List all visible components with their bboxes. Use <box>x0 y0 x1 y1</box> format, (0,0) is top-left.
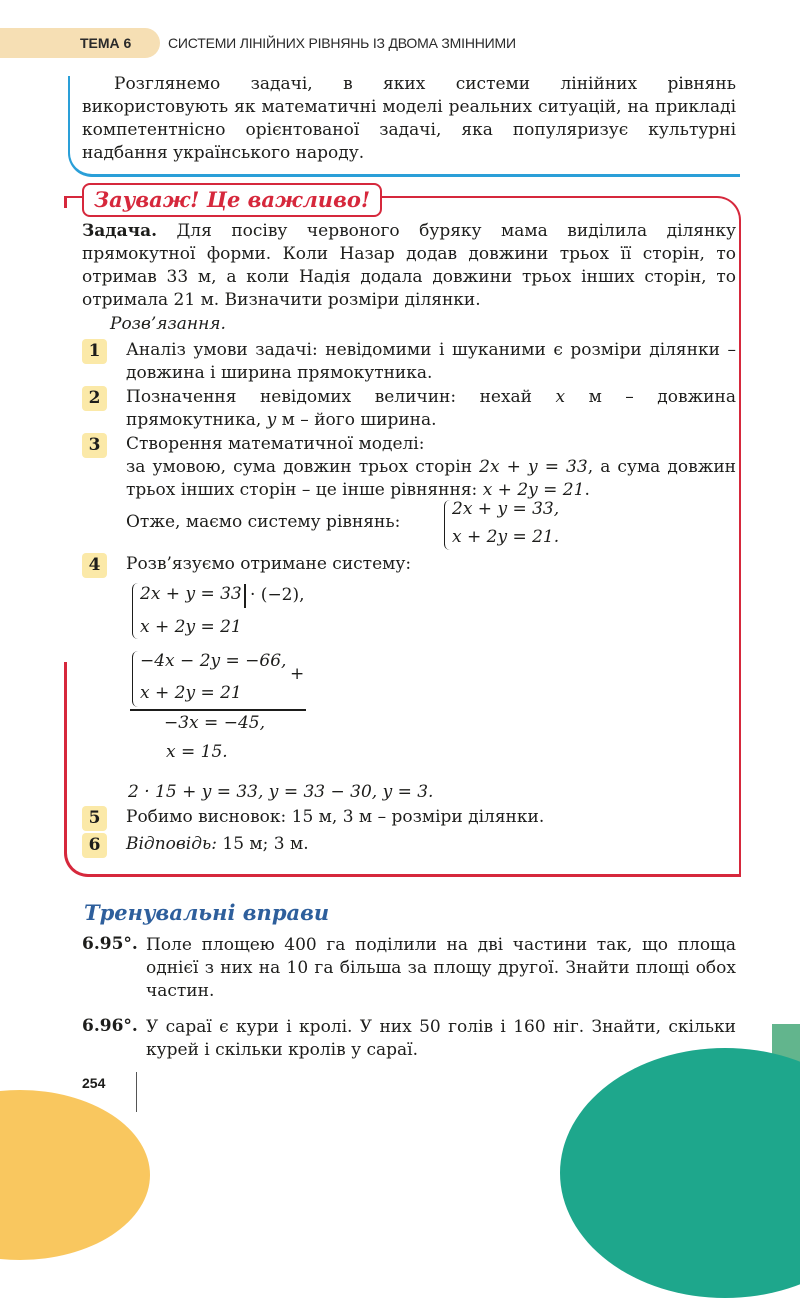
plus-sign: + <box>290 664 305 684</box>
multiplier-bar <box>244 584 246 608</box>
step-number: 4 <box>82 553 107 578</box>
step-2-part: Позначення невідомих величин: нехай <box>126 387 556 407</box>
step-2-text <box>126 386 736 432</box>
step-1-text: Аналіз умови задачі: невідомими і шуканими є розміри ділянки – довжина і ширина прямокутника. <box>126 340 736 383</box>
step-3-part: за умовою, сума довжин трьох сторін <box>126 457 480 477</box>
step-5-text: Робимо висновок: 15 м, 3 м – розміри ділянки. <box>126 807 545 827</box>
result-eq-2: x = 15. <box>166 742 228 762</box>
sum-line <box>130 709 306 711</box>
task-paragraph <box>82 220 736 312</box>
equation-2: x + 2y = 21 <box>482 480 585 500</box>
exercise-text: У сараї є кури і кролі. У них 50 голів і 160 ніг. Знайти, скільки курей і скільки кролів у сараї. <box>146 1017 736 1060</box>
frame-gap <box>60 208 69 662</box>
step-2-part: м – довжина прямокутника, <box>126 387 736 430</box>
step-4-text: Розв’язуємо отримане систему: <box>126 554 412 574</box>
solution-label: Розв’язання. <box>110 314 226 334</box>
decor-green-shape <box>560 1048 800 1298</box>
step-number: 3 <box>82 433 107 458</box>
multiplier: · (−2), <box>250 585 305 605</box>
step-number: 5 <box>82 806 107 831</box>
step-3-part: . <box>584 480 590 500</box>
variable-y: y <box>266 410 277 430</box>
exercise-text: Поле площею 400 га поділили на дві частини так, що площа однієї з них на 10 га більша за площу другої. Знайти площі обох частин. <box>146 935 736 1001</box>
equation-1: 2x + y = 33 <box>479 457 588 477</box>
decor-orange-shape <box>0 1090 150 1260</box>
page-divider <box>136 1072 137 1112</box>
important-badge: Зауваж! Це важливо! <box>82 183 382 217</box>
step-3-text <box>126 433 736 502</box>
step-number: 6 <box>82 833 107 858</box>
exercise-number: 6.96°. <box>82 1016 138 1036</box>
step-number: 2 <box>82 386 107 411</box>
result-eq-1: −3x = −45, <box>164 713 265 733</box>
step-3-part: , а сума довжин трьох інших сторін – це інше рівняння: <box>126 457 736 500</box>
system-eq-2: x + 2y = 21. <box>452 527 560 547</box>
variable-x: x <box>555 387 566 407</box>
task-text: Для посіву червоного буряку мама виділила ділянку прямокутної форми. Коли Назар додав довжини трьох її сторін, то отримав 33 м, а коли Надія додала довжини трьох інших сторін, то отримала 21 м. Визначити розміри ділянки. <box>82 221 736 310</box>
substitution-line: 2 · 15 + y = 33, y = 33 − 30, y = 3. <box>128 782 434 802</box>
step-3-heading: Створення математичної моделі: <box>126 434 425 454</box>
task-label: Задача. <box>82 221 157 241</box>
chapter-title: СИСТЕМИ ЛІНІЙНИХ РІВНЯНЬ ІЗ ДВОМА ЗМІННИМИ <box>168 35 516 51</box>
system-b-eq-1: −4x − 2y = −66, <box>140 651 287 671</box>
system-eq-1: 2x + y = 33, <box>452 499 560 519</box>
answer-value: 15 м; 3 м. <box>216 834 309 854</box>
training-title: Тренувальні вправи <box>84 900 330 925</box>
step-number: 1 <box>82 339 107 364</box>
system-brace <box>132 651 138 707</box>
system-b-eq-2: x + 2y = 21 <box>140 683 242 703</box>
system-intro: Отже, маємо систему рівнянь: <box>126 512 401 532</box>
system-a-eq-2: x + 2y = 21 <box>140 617 242 637</box>
system-brace <box>444 500 450 550</box>
system-brace <box>132 583 138 639</box>
step-6-text <box>126 833 736 856</box>
topic-label: ТЕМА 6 <box>80 35 132 51</box>
step-2-part: м – його ширина. <box>276 410 437 430</box>
system-a-eq-1: 2x + y = 33 <box>140 584 242 604</box>
exercise-number: 6.95°. <box>82 934 138 954</box>
intro-paragraph: Розглянемо задачі, в яких системи лінійних рівнянь використовують як математичні моделі реальних ситуацій, на прикладі компетентнісно орієнтованої задачі, яка популяризує культурні надбання українського народу. <box>82 74 736 163</box>
page-number: 254 <box>82 1075 106 1091</box>
answer-label: Відповідь: <box>126 834 217 854</box>
